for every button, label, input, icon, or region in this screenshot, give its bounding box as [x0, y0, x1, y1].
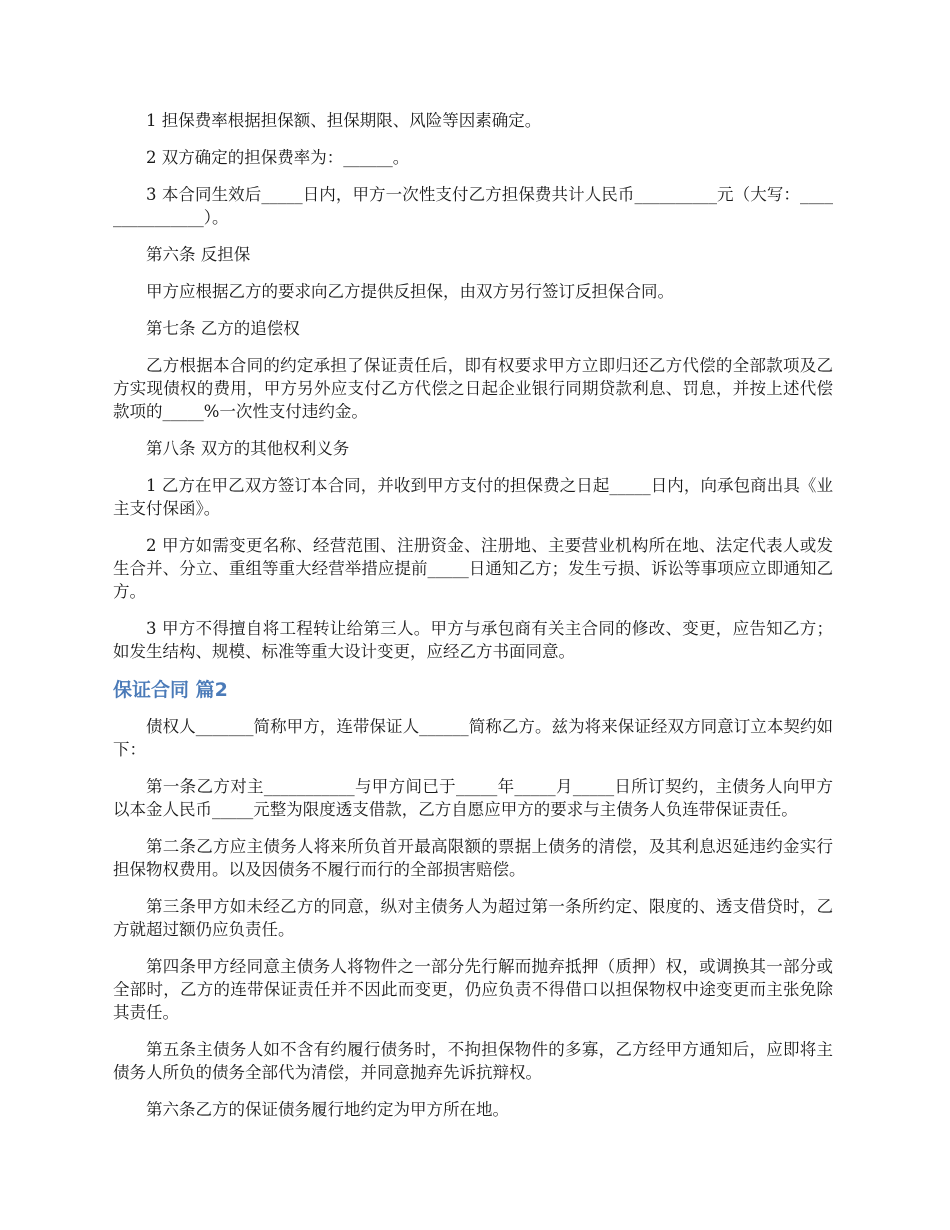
- paragraph-article-6: 第六条乙方的保证债务履行地约定为甲方所在地。: [146, 1100, 509, 1119]
- paragraph-obligation-1: 1 乙方在甲乙双方签订本合同，并收到甲方支付的担保费之日起_____日内，向承包商出具《业主支付保函》。: [113, 476, 833, 518]
- paragraph-counter-guarantee: 甲方应根据乙方的要求向乙方提供反担保，由双方另行签订反担保合同。: [146, 282, 674, 301]
- paragraph-article-1: 第一条乙方对主___________与甲方间已于_____年_____月_____日所订契约，主债务人向甲方以本金人民币_____元整为限度透支借款，乙方自愿应甲方的要求与主债务人负连带保证责任。: [113, 777, 833, 819]
- paragraph-obligation-3: 3 甲方不得擅自将工程转让给第三人。甲方与承包商有关主合同的修改、变更，应告知乙方；如发生结构、规模、标准等重大设计变更，应经乙方书面同意。: [113, 619, 833, 661]
- paragraph-article-3: 第三条甲方如未经乙方的同意，纵对主债务人为超过第一条所约定、限度的、透支借贷时，乙方就超过额仍应负责任。: [113, 897, 833, 939]
- article-7-title: 第七条 乙方的追偿权: [146, 319, 300, 338]
- paragraph-article-5: 第五条主债务人如不含有约履行债务时，不拘担保物件的多寡，乙方经甲方通知后，应即将主债务人所负的债务全部代为清偿，并同意抛弃先诉抗辩权。: [113, 1040, 833, 1082]
- paragraph-article-4: 第四条甲方经同意主债务人将物件之一部分先行解而抛弃抵押（质押）权，或调换其一部分或全部时，乙方的连带保证责任并不因此而变更，仍应负责不得借口以担保物权中途变更而主张免除其责任。: [113, 957, 833, 1022]
- paragraph-fee-rate-basis: 1 担保费率根据担保额、担保期限、风险等因素确定。: [146, 111, 542, 130]
- paragraph-fee-payment: 3 本合同生效后_____日内，甲方一次性支付乙方担保费共计人民币__________元（大写：_______________）。: [113, 185, 833, 227]
- paragraph-fee-rate: 2 双方确定的担保费率为：______。: [146, 148, 410, 167]
- document-page: [113, 109, 833, 1135]
- article-8-title: 第八条 双方的其他权利义务: [146, 439, 350, 458]
- paragraph-obligation-2: 2 甲方如需变更名称、经营范围、注册资金、注册地、主要营业机构所在地、法定代表人或发生合并、分立、重组等重大经营举措应提前_____日通知乙方；发生亏损、诉讼等事项应立即通知乙方。: [113, 536, 833, 601]
- paragraph-article-2: 第二条乙方应主债务人将来所负首开最高限额的票据上债务的清偿，及其利息迟延违约金实行担保物权费用。以及因债务不履行而行的全部损害赔偿。: [113, 837, 833, 879]
- section-heading: 保证合同 篇2: [113, 679, 228, 701]
- paragraph-recourse: 乙方根据本合同的约定承担了保证责任后，即有权要求甲方立即归还乙方代偿的全部款项及乙方实现债权的费用，甲方另外应支付乙方代偿之日起企业银行同期贷款利息、罚息，并按上述代偿款项的_____%一次性支付违约金。: [113, 356, 833, 421]
- article-6-title: 第六条 反担保: [146, 245, 251, 264]
- paragraph-parties: 债权人_______简称甲方，连带保证人______简称乙方。兹为将来保证经双方同意订立本契约如下：: [113, 717, 833, 759]
